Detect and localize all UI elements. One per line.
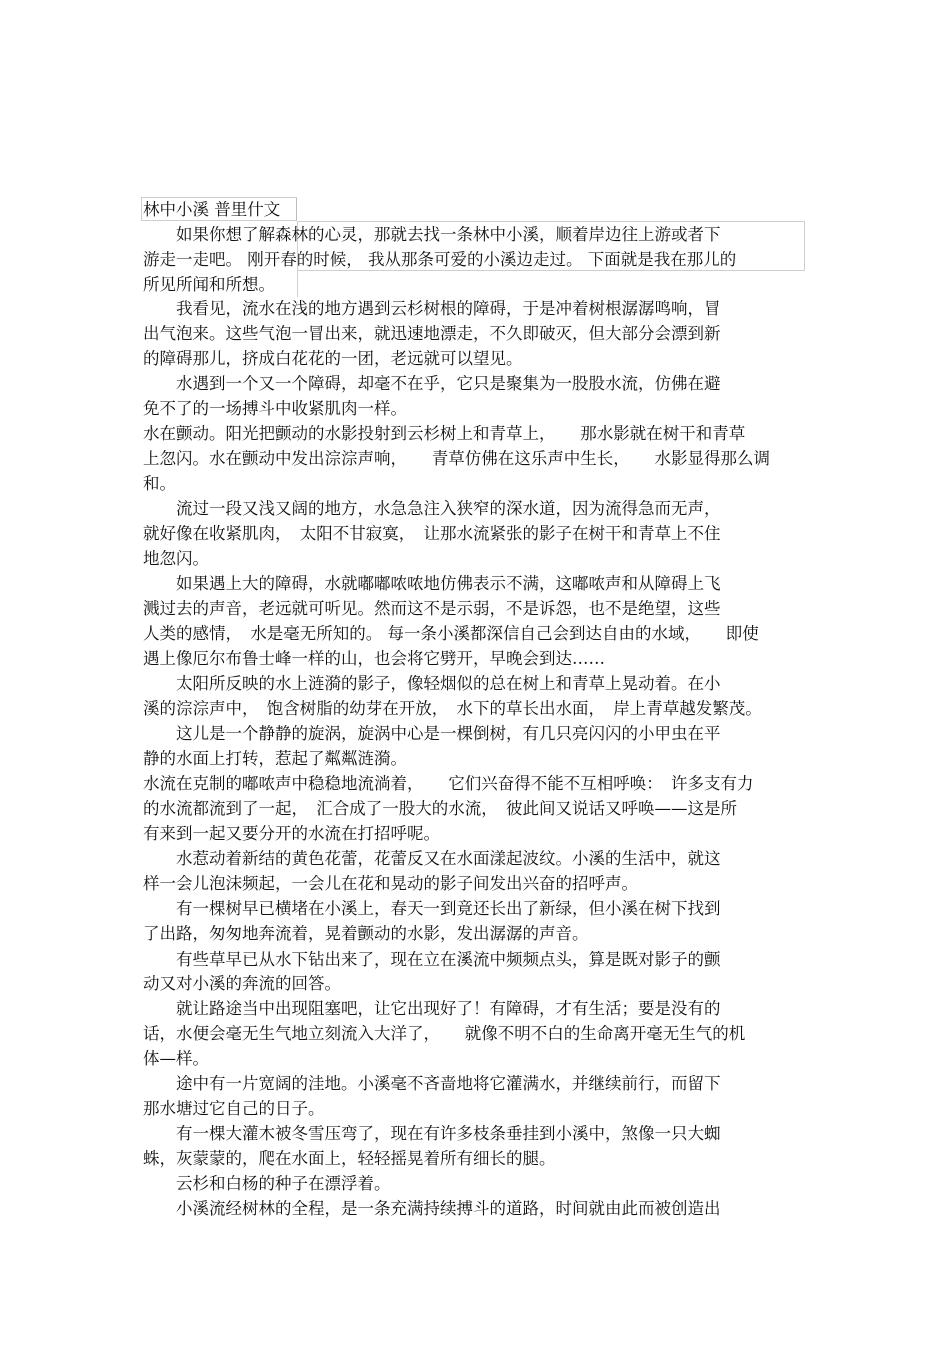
text-line: 溪的淙淙声中， 饱含树脂的幼芽在开放， 水下的草长出水面， 岸上青草越发繁茂。 xyxy=(143,699,762,718)
text-line: 动又对小溪的奔流的回答。 xyxy=(143,974,341,993)
text-line: 如果遇上大的障碍，水就嘟嘟哝哝地仿佛表示不满，这嘟哝声和从障碍上飞 xyxy=(143,574,721,593)
text-line: 样一会儿泡沫频起，一会儿在花和晃动的影子间发出兴奋的招呼声。 xyxy=(143,874,638,893)
text-line: 免不了的一场搏斗中收紧肌肉一样。 xyxy=(143,399,407,418)
text-line: 我看见，流水在浅的地方遇到云杉树根的障碍，于是冲着树根潺潺鸣响，冒 xyxy=(143,299,721,318)
paragraph-selection-edge xyxy=(297,271,298,297)
text-line: 流过一段又浅又阔的地方，水急急注入狭窄的深水道，因为流得急而无声， xyxy=(143,499,721,518)
text-line: 了出路，匆匆地奔流着，晃着颤动的水影，发出潺潺的声音。 xyxy=(143,924,589,943)
text-line: 如果你想了解森林的心灵，那就去找一条林中小溪，顺着岸边往上游或者下 xyxy=(143,225,721,244)
text-line: 云杉和白杨的种子在漂浮着。 xyxy=(143,1174,391,1193)
text-line: 游走一走吧。 刚开春的时候， 我从那条可爱的小溪边走过。 下面就是我在那儿的 xyxy=(143,250,737,269)
text-line: 有些草早已从水下钻出来了，现在立在溪流中频频点头，算是既对影子的颤 xyxy=(143,950,721,969)
document-title: 林中小溪 普里什文 xyxy=(143,200,281,219)
text-line: 水流在克制的嘟哝声中稳稳地流淌着， 它们兴奋得不能不互相呼唤： 许多支有力 xyxy=(143,774,754,793)
text-line: 有一棵树早已横堵在小溪上，春天一到竟还长出了新绿，但小溪在树下找到 xyxy=(143,899,721,918)
text-line: 体—样。 xyxy=(143,1049,209,1068)
text-line: 就好像在收紧肌肉， 太阳不甘寂寞， 让那水流紧张的影子在树干和青草上不住 xyxy=(143,524,721,543)
text-line: 水遇到一个又一个障碍，却毫不在乎，它只是聚集为一股股水流，仿佛在避 xyxy=(143,374,721,393)
text-line: 静的水面上打转，惹起了粼粼涟漪。 xyxy=(143,749,407,768)
text-line: 水惹动着新结的黄色花蕾，花蕾反又在水面漾起波纹。小溪的生活中，就这 xyxy=(143,849,721,868)
text-line: 遇上像厄尔布鲁士峰一样的山，也会将它劈开，早晚会到达…… xyxy=(143,649,605,668)
text-line: 有一棵大灌木被冬雪压弯了，现在有许多枝条垂挂到小溪中，煞像一只大蜘 xyxy=(143,1124,721,1143)
text-line: 和。 xyxy=(143,474,176,493)
text-line: 上忽闪。水在颤动中发出淙淙声响， 青草仿佛在这乐声中生长， 水影显得那么调 xyxy=(143,449,770,468)
text-line: 的水流都流到了一起， 汇合成了一股大的水流， 彼此间又说话又呼唤——这是所 xyxy=(143,799,737,818)
text-line: 话，水便会毫无生气地立刻流入大洋了， 就像不明不白的生命离开毫无生气的机 xyxy=(143,1024,746,1043)
text-line: 就让路途当中出现阻塞吧，让它出现好了！有障碍，才有生活；要是没有的 xyxy=(143,999,721,1018)
text-line: 出气泡来。这些气泡一冒出来，就迅速地漂走，不久即破灭，但大部分会漂到新 xyxy=(143,324,721,343)
text-line: 溅过去的声音，老远就可听见。然而这不是示弱，不是诉怨，也不是绝望，这些 xyxy=(143,599,721,618)
text-line: 有来到一起又要分开的水流在打招呼呢。 xyxy=(143,824,440,843)
text-line: 小溪流经树林的全程，是一条充满持续搏斗的道路，时间就由此而被创造出 xyxy=(143,1199,721,1218)
text-line: 这儿是一个静静的旋涡，旋涡中心是一棵倒树，有几只亮闪闪的小甲虫在平 xyxy=(143,724,721,743)
text-line: 所见所闻和所想。 xyxy=(143,275,275,294)
text-line: 的障碍那儿，挤成白花花的一团，老远就可以望见。 xyxy=(143,349,523,368)
text-line: 太阳所反映的水上涟漪的影子，像轻烟似的总在树上和青草上晃动着。在小 xyxy=(143,674,721,693)
text-line: 蛛，灰蒙蒙的，爬在水面上，轻轻摇晃着所有细长的腿。 xyxy=(143,1149,556,1168)
text-line: 地忽闪。 xyxy=(143,549,209,568)
text-line: 水在颤动。阳光把颤动的水影投射到云杉树上和青草上， 那水影就在树干和青草 xyxy=(143,424,746,443)
text-line: 人类的感情， 水是毫无所知的。 每一条小溪都深信自己会到达自由的水域， 即使 xyxy=(143,624,759,643)
text-line: 那水塘过它自己的日子。 xyxy=(143,1099,325,1118)
text-line: 途中有一片宽阔的洼地。小溪毫不吝啬地将它灌满水，并继续前行，而留下 xyxy=(143,1074,721,1093)
